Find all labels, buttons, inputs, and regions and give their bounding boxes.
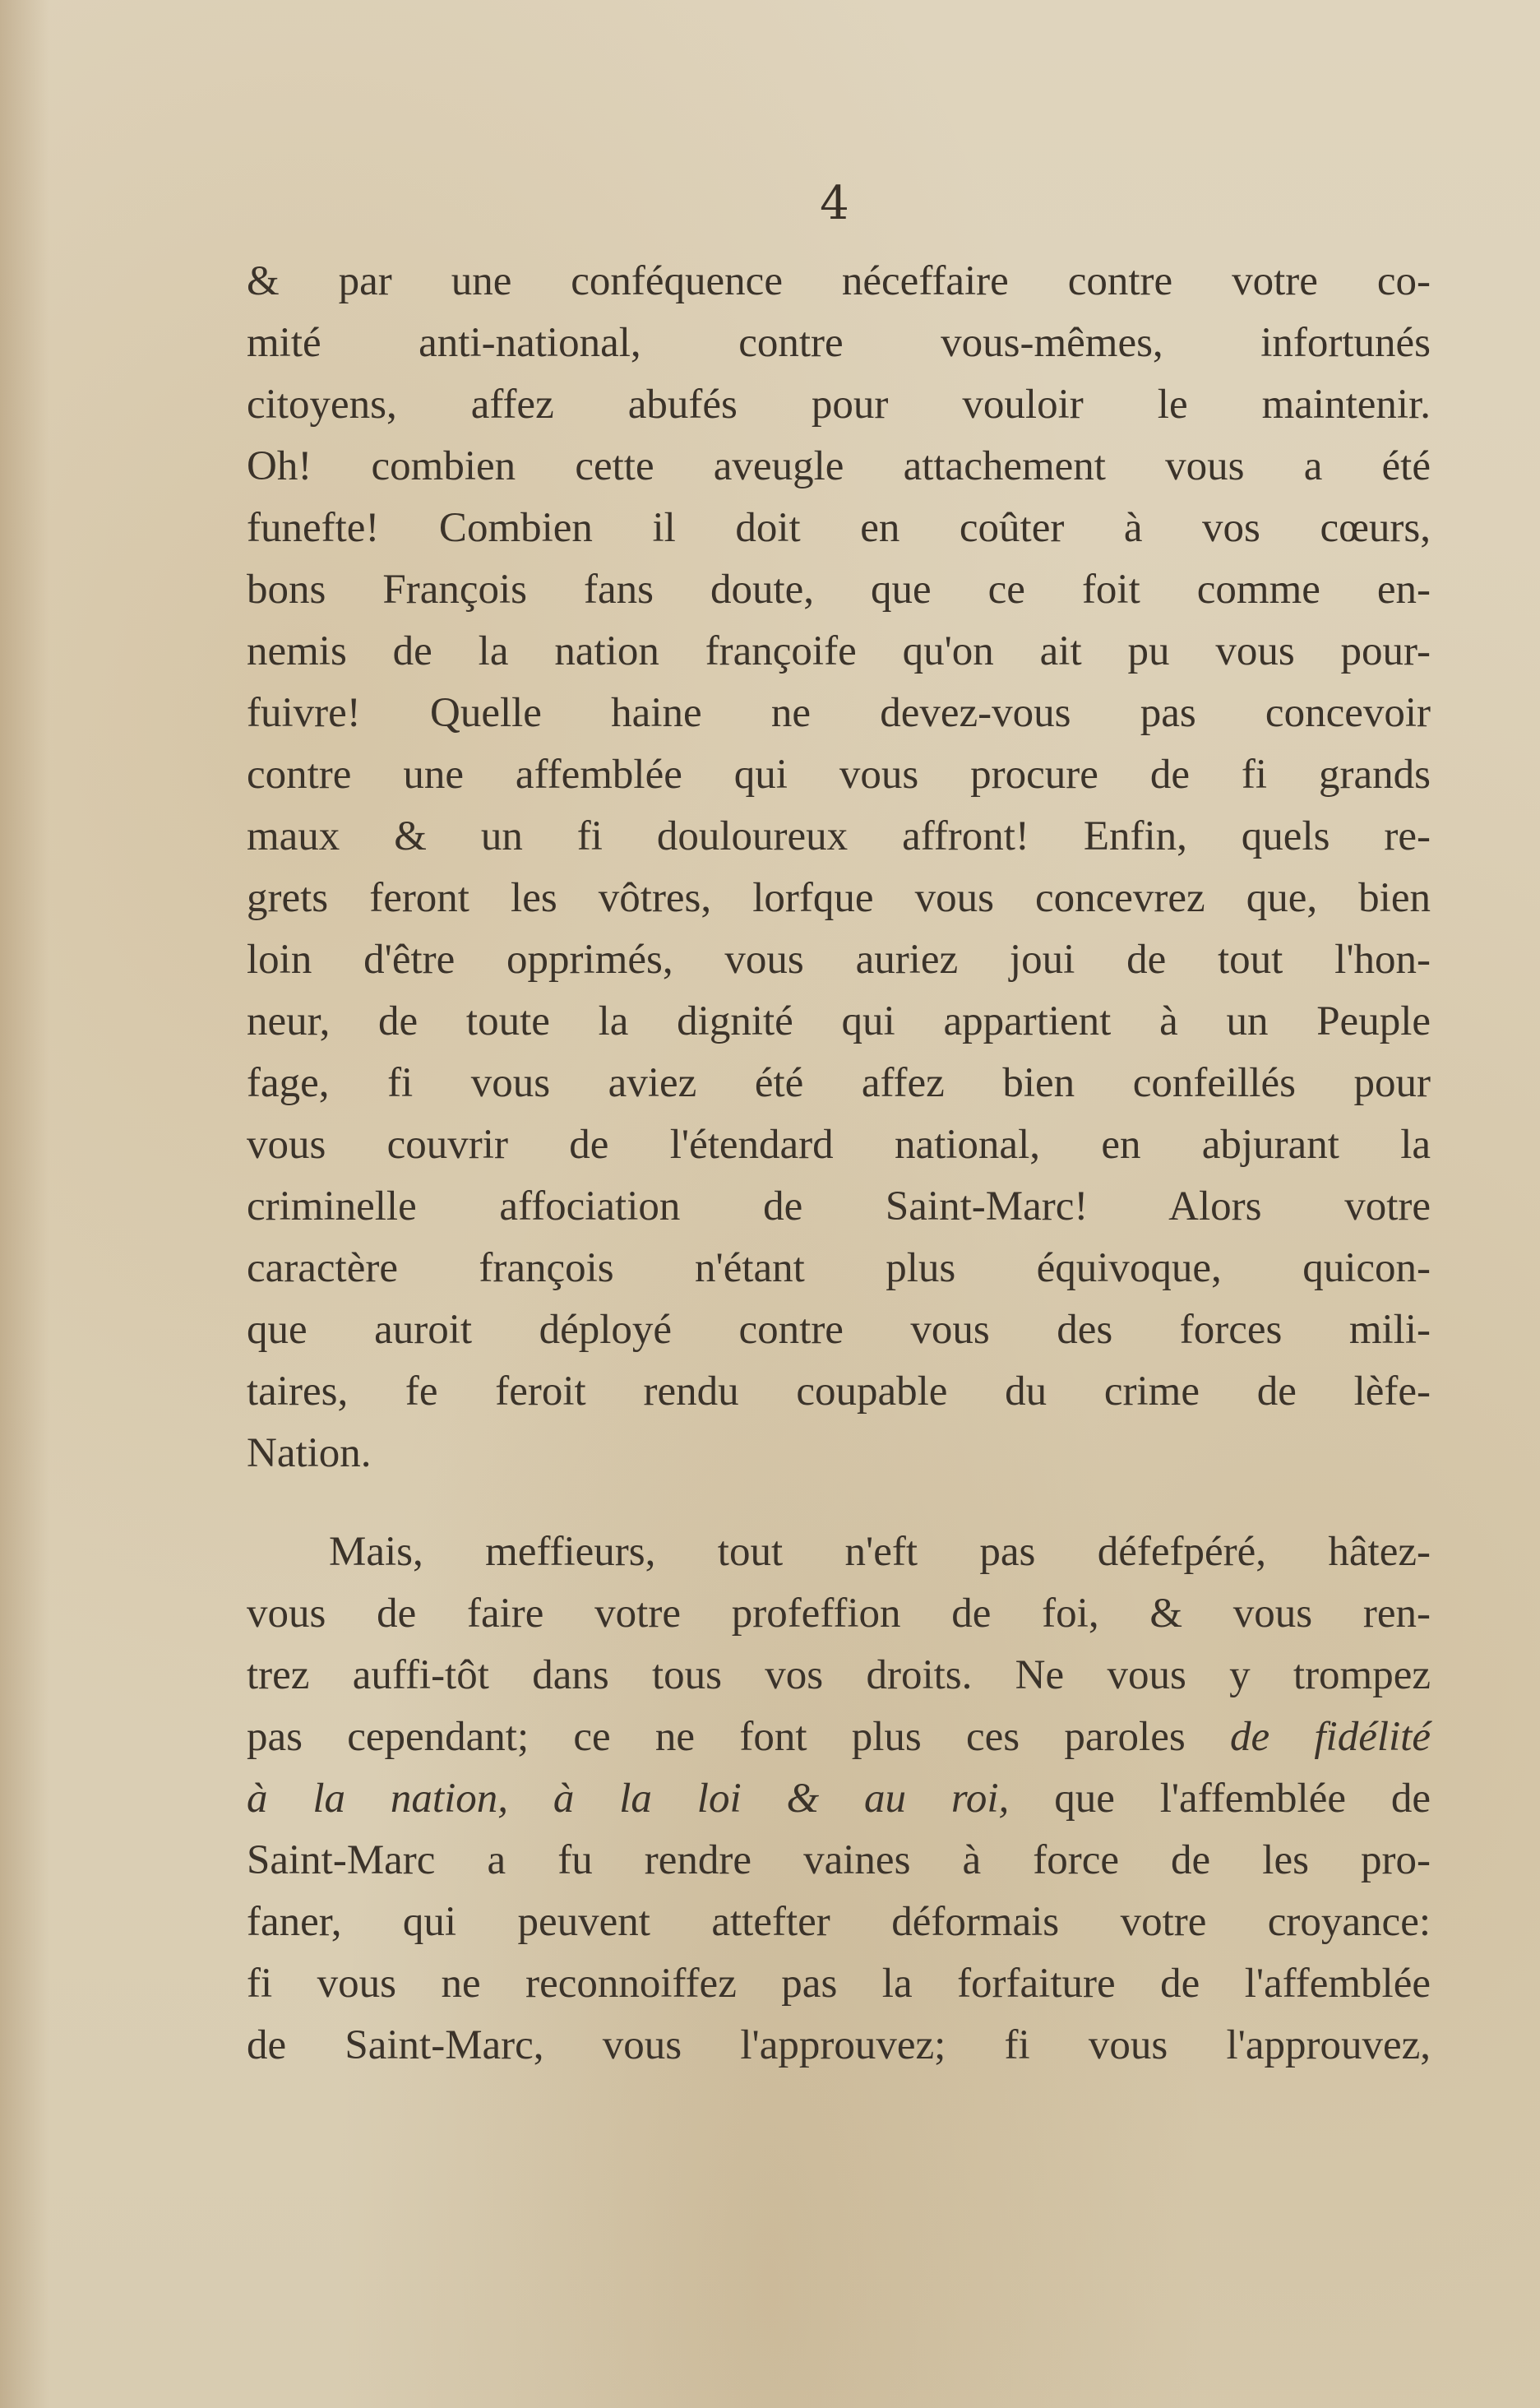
text-line: grets feront les vôtres, lorfque vous concevrez que, bien bbox=[247, 875, 1431, 921]
text-line: fi vous ne reconnoiffez pas la forfaiture de l'affemblée bbox=[247, 1961, 1431, 2007]
text-line: vous couvrir de l'étendard national, en abjurant la bbox=[247, 1122, 1431, 1168]
text-line: fuivre! Quelle haine ne devez-vous pas concevoir bbox=[247, 690, 1431, 736]
text-line: criminelle affociation de Saint-Marc! Alors votre bbox=[247, 1183, 1431, 1229]
page-number: 4 bbox=[820, 177, 849, 230]
text-line: fage, fi vous aviez été affez bien confeillés pour bbox=[247, 1060, 1431, 1106]
text-line: faner, qui peuvent attefter déformais votre croyance: bbox=[247, 1899, 1431, 1945]
text-segment: pas cependant; ce ne font plus ces paroles bbox=[247, 1714, 1186, 1760]
text-line: maux & un fi douloureux affront! Enfin, quels re- bbox=[247, 813, 1431, 859]
page-edge-shadow bbox=[0, 0, 49, 2408]
text-segment: que l'affemblée de bbox=[1054, 1776, 1431, 1822]
text-line: bons François fans doute, que ce foit comme en- bbox=[247, 567, 1431, 613]
text-line bbox=[247, 1706, 1431, 1768]
text-line: neur, de toute la dignité qui appartient à un Peuple bbox=[247, 998, 1431, 1044]
body-text bbox=[247, 251, 1431, 2077]
text-line: mité anti-national, contre vous-mêmes, infortunés bbox=[247, 320, 1431, 366]
text-line: nemis de la nation françoife qu'on ait pu vous pour- bbox=[247, 628, 1431, 674]
text-line: de Saint-Marc, vous l'approuvez; fi vous l'approuvez, bbox=[247, 2022, 1431, 2068]
text-line: contre une affemblée qui vous procure de fi grands bbox=[247, 752, 1431, 798]
text-line: loin d'être opprimés, vous auriez joui de tout l'hon- bbox=[247, 937, 1431, 983]
text-line: Mais, meffieurs, tout n'eft pas défefpéré, hâtez- bbox=[329, 1529, 1431, 1575]
text-line: & par une conféquence néceffaire contre votre co- bbox=[247, 258, 1431, 304]
italic-segment: à la nation, à la loi & au roi, bbox=[247, 1776, 1010, 1822]
italic-segment: de fidélité bbox=[1229, 1714, 1431, 1760]
text-line: que auroit déployé contre vous des forces mili- bbox=[247, 1307, 1431, 1353]
text-line: caractère françois n'étant plus équivoque, quicon- bbox=[247, 1245, 1431, 1291]
text-line: Nation. bbox=[247, 1430, 372, 1476]
paragraph-gap bbox=[247, 1484, 1431, 1521]
text-line: taires, fe feroit rendu coupable du crime de lèfe- bbox=[247, 1368, 1431, 1415]
text-line: vous de faire votre profeffion de foi, & vous ren- bbox=[247, 1591, 1431, 1637]
text-line bbox=[247, 1768, 1431, 1830]
text-line: citoyens, affez abufés pour vouloir le maintenir. bbox=[247, 382, 1431, 428]
text-line: Oh! combien cette aveugle attachement vous a été bbox=[247, 443, 1431, 489]
text-line: trez auffi-tôt dans tous vos droits. Ne vous y trompez bbox=[247, 1652, 1431, 1698]
text-line: funefte! Combien il doit en coûter à vos cœurs, bbox=[247, 505, 1431, 551]
text-line: Saint-Marc a fu rendre vaines à force de les pro- bbox=[247, 1837, 1431, 1883]
